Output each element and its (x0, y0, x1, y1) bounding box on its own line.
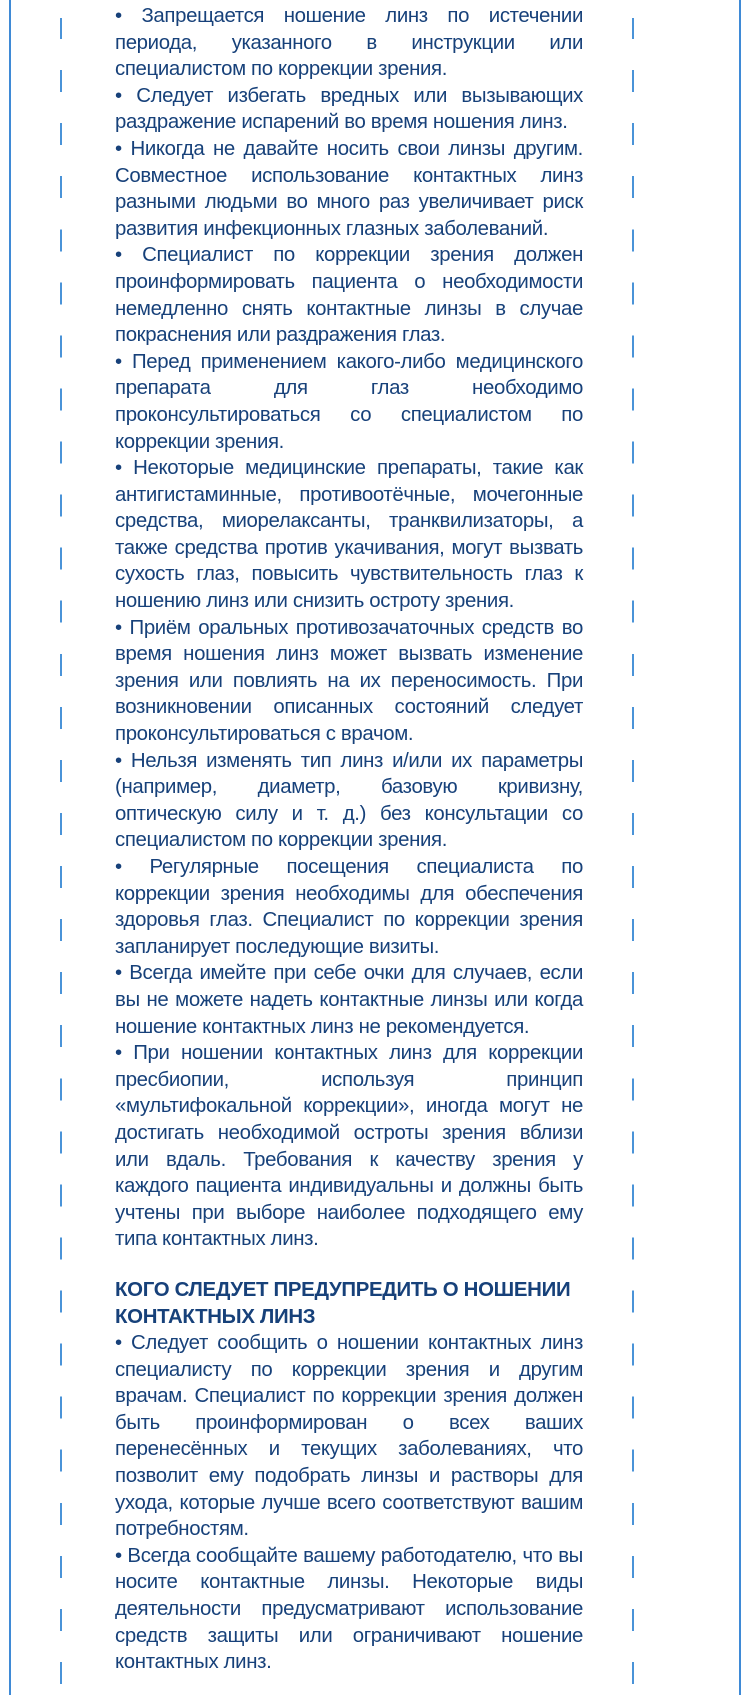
section-heading: КОГО СЛЕДУЕТ ПРЕДУПРЕДИТЬ О НОШЕНИИ КОНТАКТНЫХ ЛИНЗ (115, 1278, 571, 1328)
precaution-paragraph: • Никогда не давайте носить свои линзы другим. Совместное использование контактных линз разными людьми во много раз увеличивает риск развития инфекционных глазных заболеваний. (115, 137, 583, 240)
precaution-paragraph: • Нельзя изменять тип линз и/или их параметры (например, диаметр, базовую кривизну, оптическую силу и т. д.) без консультации со специалистом по коррекции зрения. (115, 749, 583, 852)
notify-paragraph: • Следует сообщить о ношении контактных линз специалисту по коррекции зрения и другим врачам. Специалист по коррекции зрения должен быть проинформирован о всех ваших перенесённых и текущих заболеваниях, что позволит ему подобрать линзы и растворы для ухода, которые лучше всего соответствуют вашим потребностям. (115, 1332, 583, 1541)
section-spacer (115, 1253, 583, 1277)
precaution-paragraph: • Следует избегать вредных или вызывающих раздражение испарений во время ношения линз. (115, 84, 583, 134)
precaution-paragraph: • Некоторые медицинские препараты, такие как антигистаминные, противоотёчные, мочегонные средства, миорелаксанты, транквилизаторы, а также средства против укачивания, могут вызвать сухость глаз, повысить чувствительность глаз к ношению линз или снизить остроту зрения. (115, 457, 583, 613)
left-dashed-cut-line (60, 18, 62, 1695)
notify-paragraph: • Всегда сообщайте вашему работодателю, что вы носите контактные линзы. Некоторые виды деятельности предусматривают использование средств защиты или ограничивают ношение контактных линз. (115, 1544, 583, 1674)
precaution-paragraph: • Запрещается ношение линз по истечении периода, указанного в инструкции или специалистом по коррекции зрения. (115, 5, 583, 81)
left-border-line (9, 0, 11, 1695)
precaution-paragraph: • Всегда имейте при себе очки для случаев, если вы не можете надеть контактные линзы или когда ношение контактных линз не рекомендуется. (115, 962, 583, 1038)
precaution-paragraph: • Приём оральных противозачаточных средств во время ношения линз может вызвать изменение зрения или повлиять на их переносимость. При возникновении описанных состояний следует проконсультироваться с врачом. (115, 616, 583, 746)
precaution-paragraph: • Перед применением какого-либо медицинского препарата для глаз необходимо проконсультироваться со специалистом по коррекции зрения. (115, 350, 583, 453)
precaution-paragraph: • При ношении контактных линз для коррекции пресбиопии, используя принцип «мультифокальной коррекции», иногда могут не достигать необходимой остроты зрения вблизи или вдаль. Требования к качеству зрения у каждого пациента индивидуальны и должны быть учтены при выборе наиболее подходящего ему типа контактных линз. (115, 1042, 583, 1251)
precaution-paragraph: • Специалист по коррекции зрения должен проинформировать пациента о необходимости немедленно снять контактные линзы в случае покраснения или раздражения глаз. (115, 244, 583, 347)
right-border-line (739, 0, 741, 1695)
precaution-paragraph: • Регулярные посещения специалиста по коррекции зрения необходимы для обеспечения здоровья глаз. Специалист по коррекции зрения запланирует последующие визиты. (115, 856, 583, 958)
leaflet-text-column (115, 3, 583, 1676)
right-dashed-cut-line (632, 18, 634, 1695)
